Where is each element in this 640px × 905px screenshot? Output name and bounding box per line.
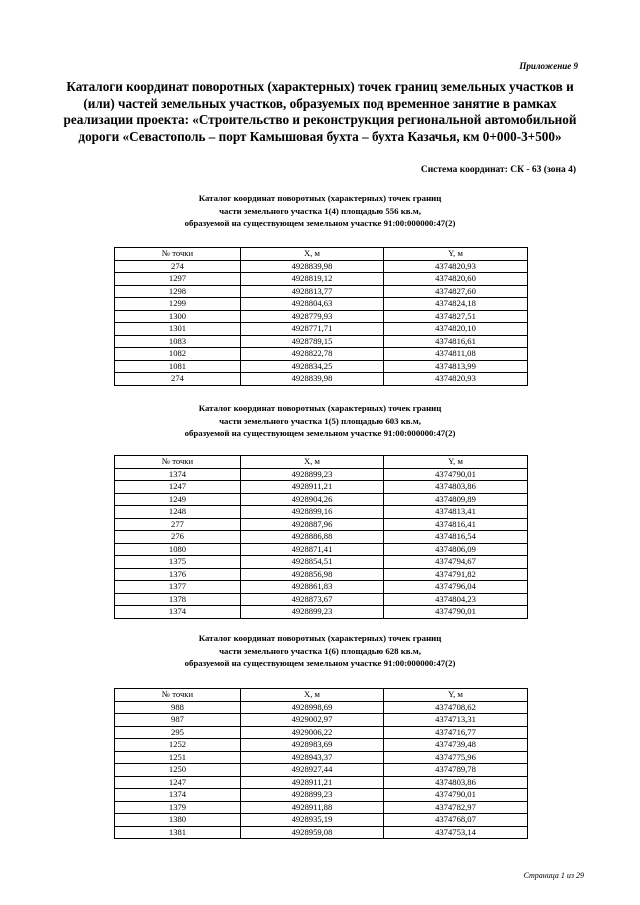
point-number-cell: 1381 [115,826,241,839]
coordinate-system-label: Система координат: СК - 63 (зона 4) [420,165,576,175]
y-coordinate-cell: 4374716,77 [384,726,528,739]
y-coordinate-cell: 4374820,93 [384,260,528,273]
x-coordinate-cell: 4928899,16 [241,506,384,519]
table-row [115,814,528,827]
point-number-cell: 1301 [115,323,241,336]
table-row [115,348,528,361]
coordinates-table-2 [114,455,528,619]
table-row [115,776,528,789]
table-row [115,826,528,839]
catalog-title-line: образуемой на существующем земельном участке 91:00:000000:47(2) [184,658,456,668]
table-row [115,789,528,802]
x-coordinate-cell: 4928819,12 [241,273,384,286]
catalog-title-line: части земельного участка 1(4) площадью 556 кв.м, [219,205,421,216]
catalog-title-line: Каталог координат поворотных (характерных) точек границ [198,633,442,643]
point-number-cell: 1374 [115,606,241,619]
title-line: дороги «Севастополь – порт Камышовая бухта – бухта Казачья, км 0+000-3+500» [78,128,562,144]
y-coordinate-cell: 4374816,41 [384,518,528,531]
y-coordinate-cell: 4374803,86 [384,481,528,494]
x-coordinate-cell: 4928899,23 [241,606,384,619]
point-number-cell: 1249 [115,493,241,506]
x-coordinate-cell: 4928813,77 [241,285,384,298]
catalog-title-3 [100,632,540,670]
y-coordinate-cell: 4374790,01 [384,789,528,802]
table-row [115,323,528,336]
point-number-cell: 1252 [115,739,241,752]
point-number-cell: 1297 [115,273,241,286]
table-header-row [115,248,528,261]
y-coordinate-cell: 4374768,07 [384,814,528,827]
catalog-title-line: образуемой на существующем земельном участке 91:00:000000:47(2) [184,428,456,438]
catalog-title-1 [100,192,540,230]
x-coordinate-cell: 4928834,25 [241,360,384,373]
coordinates-table-3 [114,688,528,839]
y-coordinate-cell: 4374796,04 [384,581,528,594]
y-coordinate-cell: 4374820,10 [384,323,528,336]
table-row [115,373,528,386]
y-coordinate-cell: 4374739,48 [384,739,528,752]
point-number-cell: 1298 [115,285,241,298]
point-number-cell: 1083 [115,335,241,348]
x-coordinate-cell: 4929006,22 [241,726,384,739]
x-coordinate-cell: 4928983,69 [241,739,384,752]
x-coordinate-cell: 4928998,69 [241,701,384,714]
catalog-title-line: Каталог координат поворотных (характерных) точек границ [198,403,442,413]
x-coordinate-cell: 4928804,63 [241,298,384,311]
x-coordinate-cell: 4928943,37 [241,751,384,764]
y-coordinate-cell: 4374804,23 [384,593,528,606]
x-coordinate-cell: 4928839,98 [241,373,384,386]
point-number-cell: 987 [115,714,241,727]
x-coordinate-cell: 4928856,98 [241,568,384,581]
x-coordinate-cell: 4928779,93 [241,310,384,323]
table-row [115,606,528,619]
y-coordinate-cell: 4374713,31 [384,714,528,727]
table-row [115,273,528,286]
x-coordinate-cell: 4928935,19 [241,814,384,827]
y-coordinate-cell: 4374708,62 [384,701,528,714]
y-coordinate-cell: 4374820,93 [384,373,528,386]
table-row [115,531,528,544]
table-row [115,726,528,739]
title-line: реализации проекта: «Строительство и реконструкция региональной автомобильной [63,112,577,127]
column-header: № точки [115,456,241,469]
x-coordinate-cell: 4928904,26 [241,493,384,506]
x-coordinate-cell: 4928822,78 [241,348,384,361]
y-coordinate-cell: 4374789,78 [384,764,528,777]
x-coordinate-cell: 4928899,23 [241,789,384,802]
point-number-cell: 1300 [115,310,241,323]
point-number-cell: 1299 [115,298,241,311]
y-coordinate-cell: 4374790,01 [384,606,528,619]
title-line: (или) частей земельных участков, образуемых под временное занятие в рамках [83,95,557,111]
point-number-cell: 1375 [115,556,241,569]
point-number-cell: 1251 [115,751,241,764]
column-header: X, м [241,248,384,261]
column-header: № точки [115,689,241,702]
point-number-cell: 274 [115,373,241,386]
point-number-cell: 1374 [115,468,241,481]
column-header: X, м [241,689,384,702]
table-row [115,568,528,581]
table-header-row [115,689,528,702]
y-coordinate-cell: 4374827,60 [384,285,528,298]
column-header: № точки [115,248,241,261]
point-number-cell: 1379 [115,801,241,814]
table-row [115,468,528,481]
x-coordinate-cell: 4928789,15 [241,335,384,348]
table-row [115,481,528,494]
document-title [50,79,590,145]
point-number-cell: 1247 [115,481,241,494]
point-number-cell: 1378 [115,593,241,606]
column-header: X, м [241,456,384,469]
y-coordinate-cell: 4374791,82 [384,568,528,581]
point-number-cell: 1081 [115,360,241,373]
point-number-cell: 1380 [115,814,241,827]
point-number-cell: 274 [115,260,241,273]
catalog-title-line: части земельного участка 1(5) площадью 603 кв.м, [219,415,421,426]
y-coordinate-cell: 4374803,86 [384,776,528,789]
y-coordinate-cell: 4374794,67 [384,556,528,569]
x-coordinate-cell: 4928861,83 [241,581,384,594]
x-coordinate-cell: 4928871,41 [241,543,384,556]
title-line: Каталоги координат поворотных (характерных) точек границ земельных участков и [66,79,574,94]
x-coordinate-cell: 4928771,71 [241,323,384,336]
y-coordinate-cell: 4374813,41 [384,506,528,519]
table-row [115,506,528,519]
table-row [115,310,528,323]
x-coordinate-cell: 4928927,44 [241,764,384,777]
y-coordinate-cell: 4374753,14 [384,826,528,839]
x-coordinate-cell: 4929002,97 [241,714,384,727]
y-coordinate-cell: 4374820,60 [384,273,528,286]
point-number-cell: 1377 [115,581,241,594]
table-row [115,764,528,777]
y-coordinate-cell: 4374816,61 [384,335,528,348]
point-number-cell: 1080 [115,543,241,556]
point-number-cell: 1250 [115,764,241,777]
table-header-row [115,456,528,469]
x-coordinate-cell: 4928959,08 [241,826,384,839]
table-row [115,739,528,752]
table-row [115,285,528,298]
x-coordinate-cell: 4928899,23 [241,468,384,481]
column-header: Y, м [384,456,528,469]
y-coordinate-cell: 4374811,08 [384,348,528,361]
column-header: Y, м [384,248,528,261]
y-coordinate-cell: 4374782,97 [384,801,528,814]
appendix-label: Приложение 9 [519,61,578,71]
table-row [115,581,528,594]
x-coordinate-cell: 4928911,88 [241,801,384,814]
y-coordinate-cell: 4374775,96 [384,751,528,764]
catalog-title-line: образуемой на существующем земельном участке 91:00:000000:47(2) [184,218,456,228]
point-number-cell: 1082 [115,348,241,361]
table-row [115,556,528,569]
catalog-title-line: Каталог координат поворотных (характерных) точек границ [198,193,442,203]
coordinates-table-1 [114,247,528,386]
table-row [115,360,528,373]
catalog-title-2 [100,402,540,440]
table-row [115,714,528,727]
table-row [115,493,528,506]
point-number-cell: 1374 [115,789,241,802]
table-row [115,801,528,814]
y-coordinate-cell: 4374816,54 [384,531,528,544]
table-row [115,543,528,556]
table-row [115,335,528,348]
catalog-title-line: части земельного участка 1(6) площадью 628 кв.м, [219,645,421,656]
page-number: Страница 1 из 29 [523,871,584,880]
x-coordinate-cell: 4928911,21 [241,481,384,494]
point-number-cell: 276 [115,531,241,544]
y-coordinate-cell: 4374790,01 [384,468,528,481]
table-row [115,751,528,764]
column-header: Y, м [384,689,528,702]
x-coordinate-cell: 4928839,98 [241,260,384,273]
point-number-cell: 1248 [115,506,241,519]
x-coordinate-cell: 4928911,21 [241,776,384,789]
y-coordinate-cell: 4374813,99 [384,360,528,373]
point-number-cell: 1247 [115,776,241,789]
point-number-cell: 1376 [115,568,241,581]
x-coordinate-cell: 4928886,88 [241,531,384,544]
table-row [115,701,528,714]
table-row [115,298,528,311]
point-number-cell: 277 [115,518,241,531]
y-coordinate-cell: 4374809,89 [384,493,528,506]
point-number-cell: 295 [115,726,241,739]
y-coordinate-cell: 4374806,09 [384,543,528,556]
x-coordinate-cell: 4928887,96 [241,518,384,531]
table-row [115,518,528,531]
y-coordinate-cell: 4374824,18 [384,298,528,311]
y-coordinate-cell: 4374827,51 [384,310,528,323]
table-row [115,593,528,606]
x-coordinate-cell: 4928873,67 [241,593,384,606]
table-row [115,260,528,273]
x-coordinate-cell: 4928854,51 [241,556,384,569]
point-number-cell: 988 [115,701,241,714]
